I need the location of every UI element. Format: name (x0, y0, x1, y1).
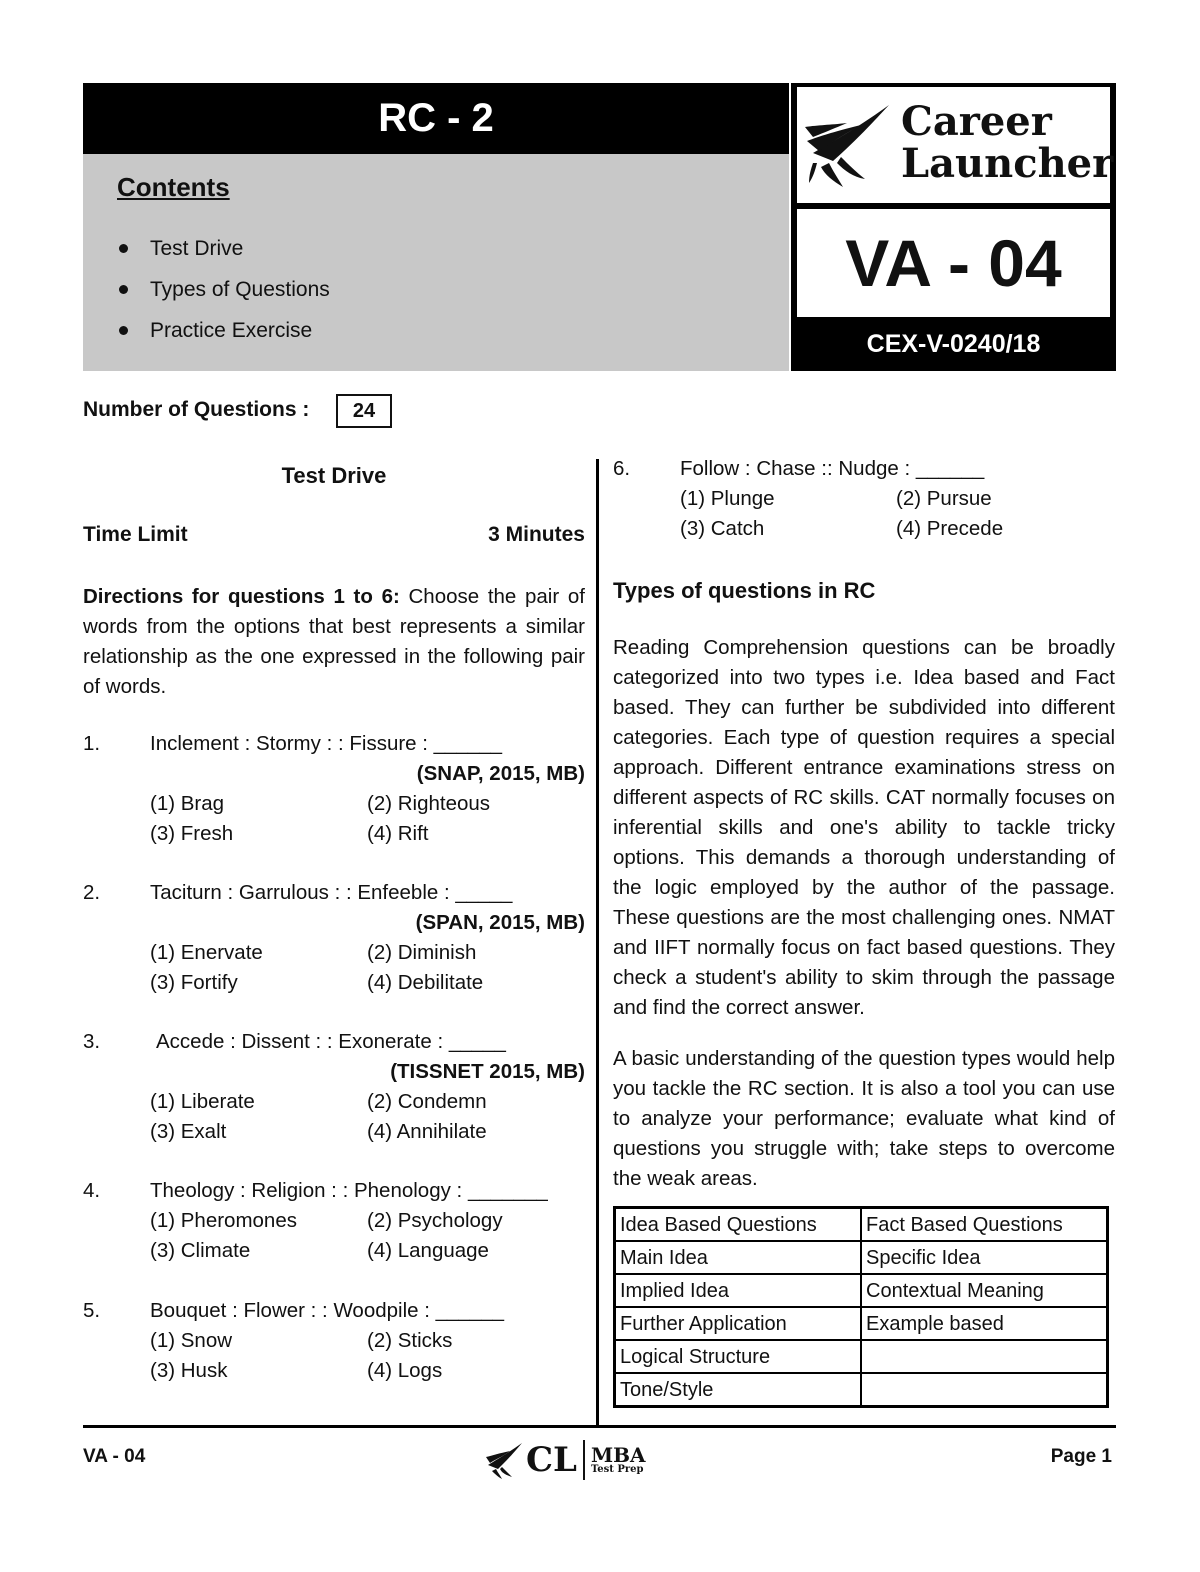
question-source-tag: (TISSNET 2015, MB) (390, 1060, 585, 1083)
column-divider (596, 459, 599, 1425)
option: (3) Husk (150, 1359, 228, 1382)
question-stem: Follow : Chase :: Nudge : ______ (680, 457, 985, 480)
bullet-icon (119, 285, 128, 294)
question-number: 5. (83, 1299, 101, 1322)
option: (3) Climate (150, 1239, 251, 1262)
option: (4) Debilitate (367, 971, 484, 994)
bullet-icon (119, 244, 128, 253)
question-number: 4. (83, 1179, 101, 1202)
table-cell: Contextual Meaning (861, 1274, 1108, 1307)
question-stem: Bouquet : Flower : : Woodpile : ______ (150, 1299, 505, 1322)
option: (1) Snow (150, 1329, 233, 1352)
option: (4) Language (367, 1239, 489, 1262)
question-types-table (613, 1206, 1109, 1408)
table-cell: Further Application (615, 1307, 862, 1340)
option: (3) Catch (680, 517, 765, 540)
option: (3) Fresh (150, 822, 234, 845)
body-paragraph: Reading Comprehension questions can be broadly categorized into two types i.e. Idea based and Fact based. They can further be subdivided into different categories. Each type of question requires a special approach. Different entrance examinations stress on different aspects of RC skills. CAT normally focuses on inferential skills and one's ability to tackle tricky options. This demands a thorough understanding of the logic employed by the author of the passage. These questions are the most challenging ones. NMAT and IIFT normally focus on fact based questions. They check a student's ability to skim through the passage and find the correct answer. (613, 636, 1115, 1019)
contents-heading: Contents (117, 172, 230, 202)
time-limit-label: Time Limit (83, 523, 188, 546)
option: (2) Righteous (367, 792, 491, 815)
footer-logo-mba: MBA (590, 1443, 646, 1467)
section-heading: Types of questions in RC (613, 578, 876, 603)
table-cell: Implied Idea (615, 1274, 862, 1307)
question-source-tag: (SNAP, 2015, MB) (416, 762, 585, 785)
option: (2) Pursue (896, 487, 992, 510)
option: (3) Exalt (150, 1120, 227, 1143)
bullet-icon (119, 326, 128, 335)
option: (1) Enervate (150, 941, 263, 964)
page-number: Page 1 (1050, 1446, 1112, 1467)
table-cell (861, 1373, 1108, 1407)
table-cell: Main Idea (615, 1241, 862, 1274)
table-cell: Specific Idea (861, 1241, 1108, 1274)
launcher-swirl-icon (484, 1441, 524, 1479)
num-questions-label: Number of Questions : (83, 398, 310, 421)
option: (2) Sticks (367, 1329, 453, 1352)
table-cell: Logical Structure (615, 1340, 862, 1373)
footer-module: VA - 04 (83, 1446, 146, 1467)
contents-item: Test Drive (117, 228, 330, 269)
question-stem: Taciturn : Garrulous : : Enfeeble : _____ (150, 881, 513, 904)
option: (4) Rift (367, 822, 429, 845)
question-number: 6. (613, 457, 631, 480)
table-row (615, 1340, 1108, 1373)
question-number: 2. (83, 881, 101, 904)
table-cell: Fact Based Questions (861, 1208, 1108, 1242)
footer-logo-cl: CL (526, 1440, 577, 1480)
footer-logo (484, 1436, 646, 1484)
module-code: VA - 04 (797, 209, 1110, 317)
option: (1) Brag (150, 792, 225, 815)
document-code: CEX-V-0240/18 (866, 330, 1041, 358)
option: (2) Condemn (367, 1090, 487, 1113)
table-row (615, 1208, 1108, 1242)
option: (1) Plunge (680, 487, 775, 510)
launcher-swirl-icon (803, 101, 895, 189)
test-drive-title: Test Drive (281, 463, 387, 488)
footer-logo-sub: Test Prep (590, 1464, 644, 1475)
option: (2) Psychology (367, 1209, 503, 1232)
question-stem: Accede : Dissent : : Exonerate : _____ (156, 1030, 506, 1053)
option: (1) Liberate (150, 1090, 255, 1113)
option: (4) Annihilate (367, 1120, 487, 1143)
contents-item: Types of Questions (117, 269, 330, 310)
option: (4) Logs (367, 1359, 443, 1382)
brand-word-launcher: Launcher (901, 140, 1114, 187)
directions: Directions for questions 1 to 6: Choose the pair of words from the options that best represents a similar relationship as the one expressed in the following pair of words. (83, 585, 585, 698)
table-row (615, 1307, 1108, 1340)
question-source-tag: (SPAN, 2015, MB) (415, 911, 585, 934)
question-number: 1. (83, 732, 101, 755)
contents-item: Practice Exercise (117, 310, 330, 351)
career-launcher-logo (797, 87, 1114, 203)
option: (3) Fortify (150, 971, 238, 994)
question-stem: Inclement : Stormy : : Fissure : ______ (150, 732, 503, 755)
num-questions-value: 24 (336, 394, 392, 428)
table-row (615, 1241, 1108, 1274)
table-row (615, 1373, 1108, 1407)
contents-list (117, 228, 330, 351)
brand-word-career: Career (901, 98, 1052, 145)
table-cell: Tone/Style (615, 1373, 862, 1407)
footer-rule (83, 1425, 1116, 1428)
body-paragraph: A basic understanding of the question types would help you tackle the RC section. It is also a tool you can use to analyze your performance; evaluate what kind of questions you struggle with; take steps to overcome the weak areas. (613, 1047, 1115, 1190)
question-stem: Theology : Religion : : Phenology : _______ (150, 1179, 548, 1202)
option: (4) Precede (896, 517, 1004, 540)
table-cell (861, 1340, 1108, 1373)
option: (1) Pheromones (150, 1209, 297, 1232)
time-limit-value: 3 Minutes (488, 523, 585, 546)
table-cell: Example based (861, 1307, 1108, 1340)
page-title: RC - 2 (83, 83, 789, 154)
table-row (615, 1274, 1108, 1307)
option: (2) Diminish (367, 941, 477, 964)
table-cell: Idea Based Questions (615, 1208, 862, 1242)
logo-divider (583, 1440, 585, 1480)
question-number: 3. (83, 1030, 101, 1053)
